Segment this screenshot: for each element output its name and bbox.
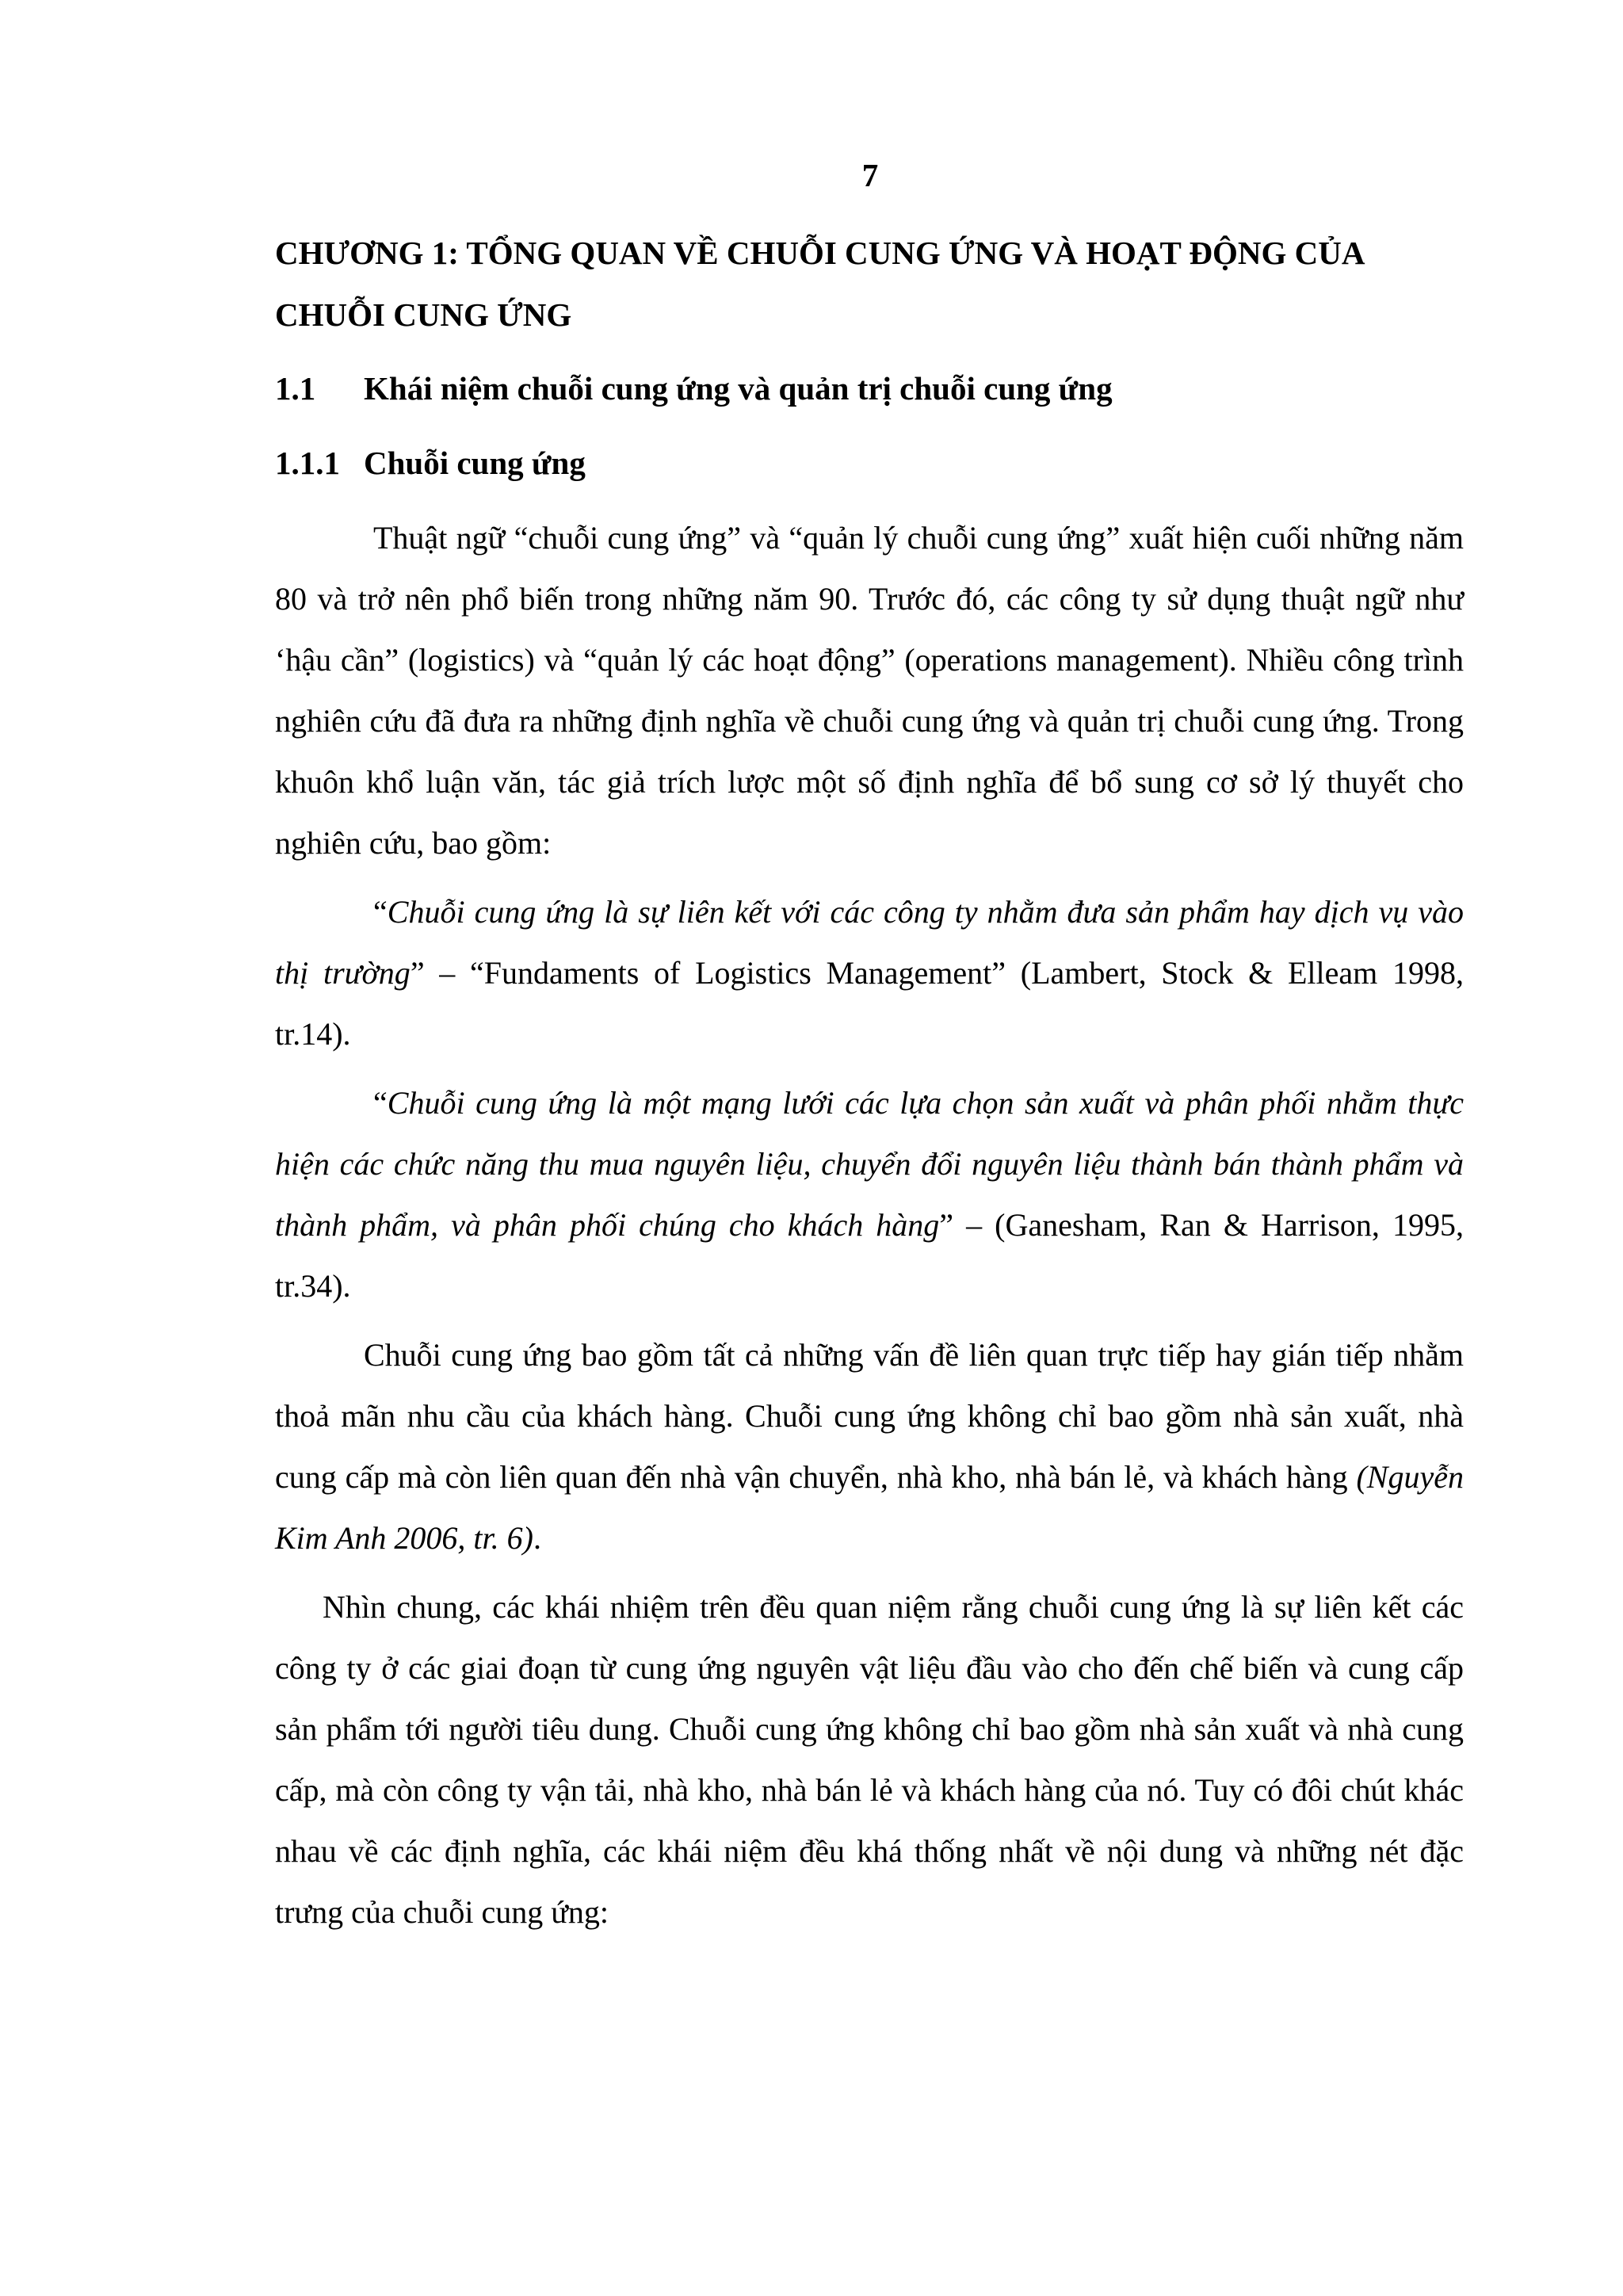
- paragraph-1: Thuật ngữ “chuỗi cung ứng” và “quản lý chuỗi cung ứng” xuất hiện cuối những năm 80 và trở nên phổ biến trong những năm 90. Trước đó, các công ty sử dụng thuật ngữ như ‘hậu cần” (logistics) và “quản lý các hoạt động” (operations management). Nhiều công trình nghiên cứu đã đưa ra những định nghĩa về chuỗi cung ứng và quản trị chuỗi cung ứng. Trong khuôn khổ luận văn, tác giả trích lược một số định nghĩa để bổ sung cơ sở lý thuyết cho nghiên cứu, bao gồm:: [275, 520, 1464, 861]
- chapter-title: CHƯƠNG 1: TỔNG QUAN VỀ CHUỖI CUNG ỨNG VÀ HOẠT ĐỘNG CỦA CHUỖI CUNG ỨNG: [275, 235, 1364, 333]
- paragraph-3: Nhìn chung, các khái nhiệm trên đều quan niệm rằng chuỗi cung ứng là sự liên kết các công ty ở các giai đoạn từ cung ứng nguyên vật liệu đầu vào cho đến chế biến và cung cấp sản phẩm tới người tiêu dung. Chuỗi cung ứng không chỉ bao gồm nhà sản xuất và nhà cung cấp, mà còn công ty vận tải, nhà kho, nhà bán lẻ và khách hàng của nó. Tuy có đôi chút khác nhau về các định nghĩa, các khái niệm đều khá thống nhất về nội dung và những nét đặc trưng của chuỗi cung ứng:: [275, 1589, 1464, 1930]
- quote-1-text: Chuỗi cung ứng là sự liên kết với các công ty nhằm đưa sản phẩm hay dịch vụ vào thị trường: [275, 894, 1464, 991]
- quote-1-open: “: [373, 894, 388, 930]
- subsection-title: Chuỗi cung ứng: [364, 445, 586, 481]
- paragraph-2-text: Chuỗi cung ứng bao gồm tất cả những vấn đề liên quan trực tiếp hay gián tiếp nhằm thoả mãn nhu cầu của khách hàng. Chuỗi cung ứng không chỉ bao gồm nhà sản xuất, nhà cung cấp mà còn liên quan đến nhà vận chuyển, nhà kho, nhà bán lẻ, và khách hàng: [275, 1337, 1464, 1495]
- paragraph-2-end: .: [533, 1520, 541, 1556]
- subsection-heading: [275, 439, 1464, 487]
- page-content: [275, 222, 1464, 1950]
- page-number: 7: [861, 157, 879, 193]
- section-heading: [275, 365, 1464, 412]
- section-number: 1.1: [275, 370, 316, 407]
- quote-2-source: ” – (Ganesham, Ran & Harrison, 1995, tr.34).: [275, 1207, 1464, 1304]
- subsection-number: 1.1.1: [275, 445, 340, 481]
- paragraph-2-citation: (Nguyễn Kim Anh 2006, tr. 6): [275, 1459, 1464, 1556]
- quote-1-source: ” – “Fundaments of Logistics Management” (Lambert, Stock & Elleam 1998, tr.14).: [275, 955, 1464, 1052]
- quote-2-text: Chuỗi cung ứng là một mạng lưới các lựa chọn sản xuất và phân phối nhằm thực hiện các chức năng thu mua nguyên liệu, chuyển đổi nguyên liệu thành bán thành phẩm và thành phẩm, và phân phối chúng cho khách hàng: [275, 1085, 1464, 1243]
- quote-2: [275, 1072, 1464, 1316]
- section-title: Khái niệm chuỗi cung ứng và quản trị chuỗi cung ứng: [364, 370, 1113, 407]
- paragraph-2: [275, 1324, 1464, 1568]
- quote-1: [275, 881, 1464, 1064]
- quote-2-open: “: [373, 1085, 388, 1121]
